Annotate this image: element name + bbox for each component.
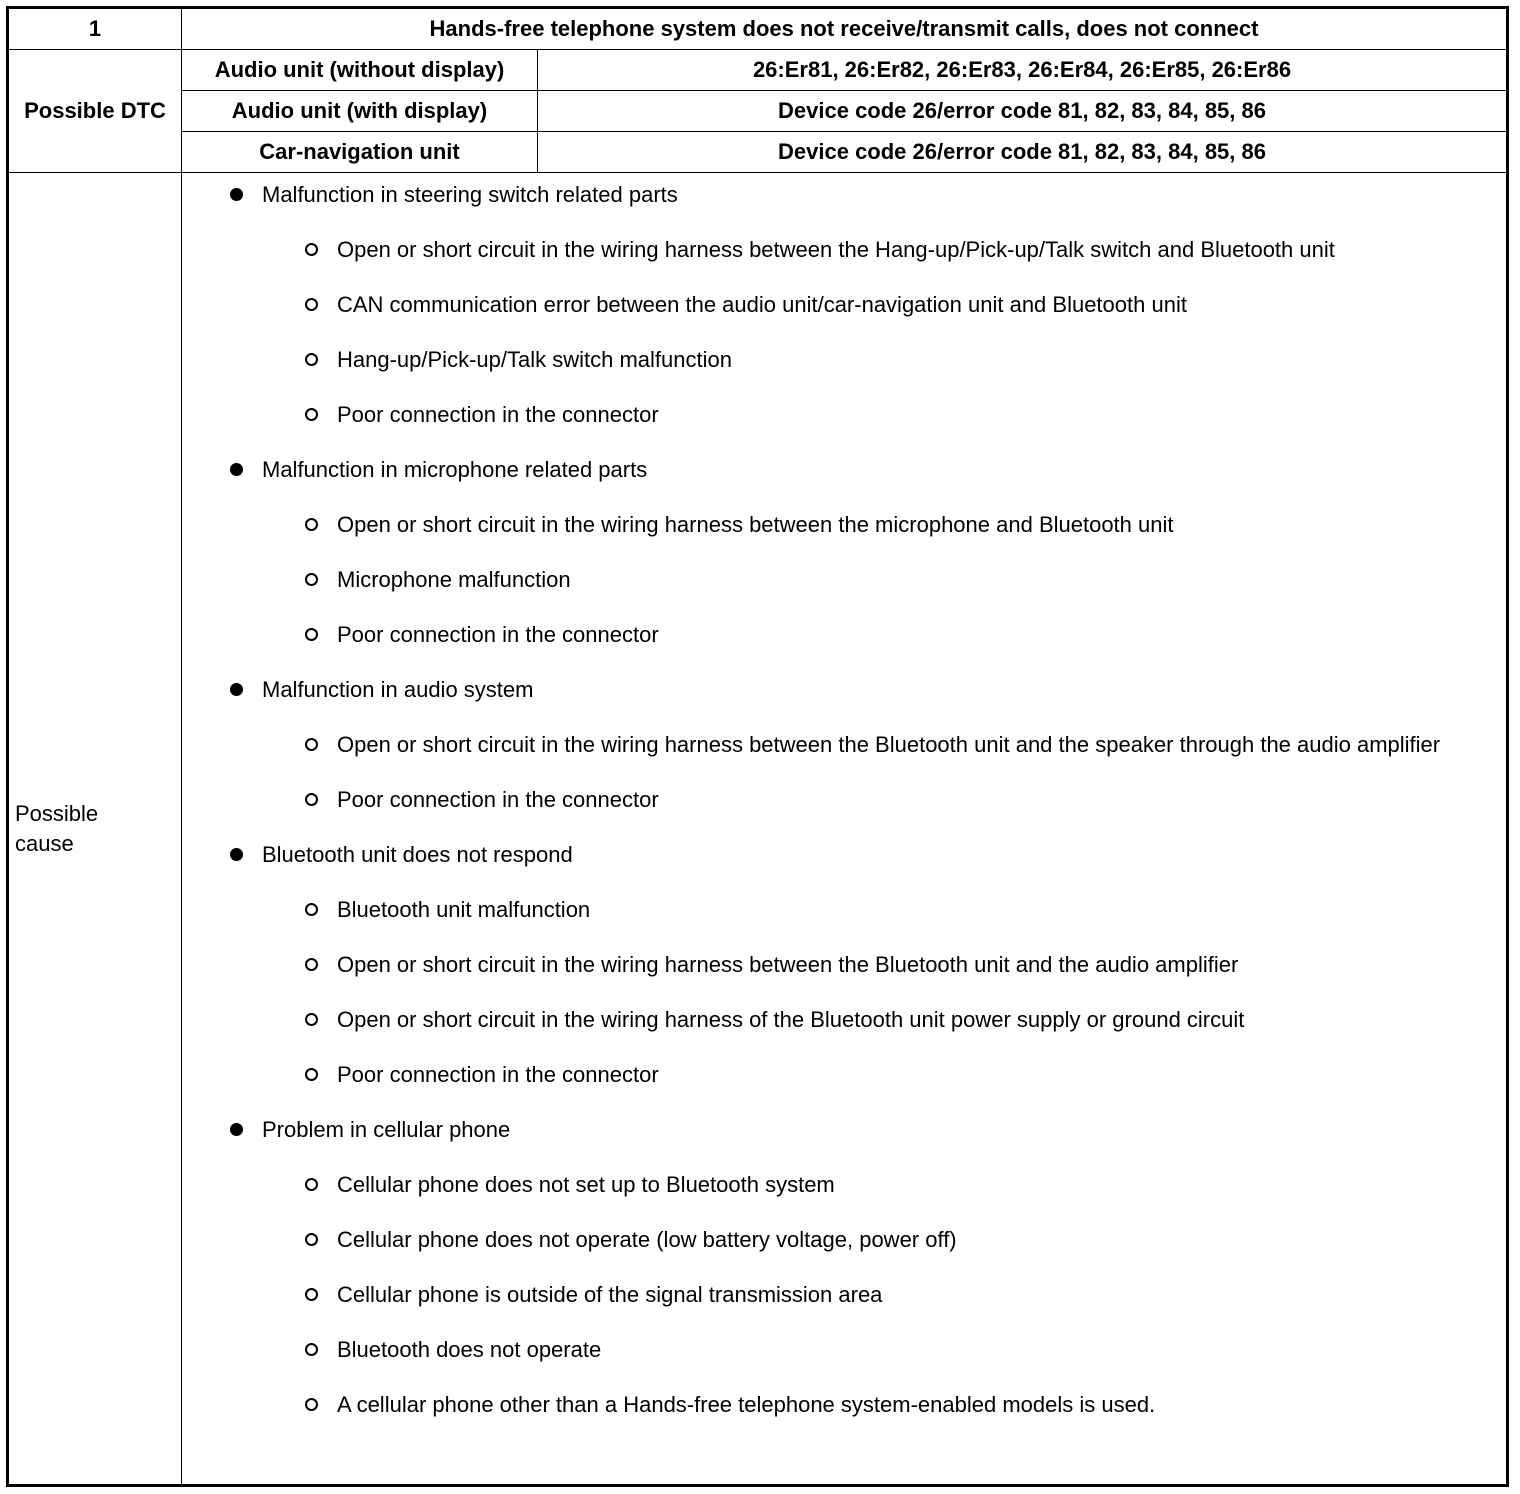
cause-item-text: Bluetooth does not operate <box>337 1337 602 1362</box>
cause-item-text: Poor connection in the connector <box>337 622 659 647</box>
cause-item <box>182 1328 1506 1383</box>
hollow-bullet-icon <box>305 573 318 586</box>
cause-item-text: Microphone malfunction <box>337 567 571 592</box>
hollow-bullet-icon <box>305 298 318 311</box>
cause-item <box>182 778 1506 833</box>
cause-item <box>182 503 1506 558</box>
cause-item-text: Open or short circuit in the wiring harness between the Bluetooth unit and the audio amplifier <box>337 952 1239 977</box>
cause-item-text: Open or short circuit in the wiring harness of the Bluetooth unit power supply or ground circuit <box>337 1007 1245 1032</box>
hollow-bullet-icon <box>305 903 318 916</box>
dtc-codes-2: Device code 26/error code 81, 82, 83, 84, 85, 86 <box>538 91 1508 132</box>
possible-cause-list <box>182 173 1508 1486</box>
cause-group-title-text: Bluetooth unit does not respond <box>262 842 573 867</box>
filled-bullet-icon <box>230 848 243 861</box>
dtc-unit-2: Audio unit (with display) <box>182 91 538 132</box>
cause-group-title <box>182 448 1506 503</box>
item-number: 1 <box>8 8 182 50</box>
cause-group-title-text: Malfunction in microphone related parts <box>262 457 648 482</box>
cause-groups <box>182 173 1506 1438</box>
cause-item <box>182 723 1506 778</box>
cause-item-text: Open or short circuit in the wiring harness between the microphone and Bluetooth unit <box>337 512 1174 537</box>
hollow-bullet-icon <box>305 408 318 421</box>
hollow-bullet-icon <box>305 518 318 531</box>
hollow-bullet-icon <box>305 1068 318 1081</box>
cause-item-text: Poor connection in the connector <box>337 1062 659 1087</box>
dtc-codes-1: 26:Er81, 26:Er82, 26:Er83, 26:Er84, 26:Er85, 26:Er86 <box>538 50 1508 91</box>
cause-item <box>182 1273 1506 1328</box>
symptom-title: Hands-free telephone system does not receive/transmit calls, does not connect <box>182 8 1508 50</box>
cause-item <box>182 1383 1506 1438</box>
cause-item-text: Bluetooth unit malfunction <box>337 897 591 922</box>
hollow-bullet-icon <box>305 353 318 366</box>
hollow-bullet-icon <box>305 1178 318 1191</box>
cause-group <box>182 1108 1506 1438</box>
cause-group-title <box>182 833 1506 888</box>
cause-item <box>182 393 1506 448</box>
cause-item <box>182 613 1506 668</box>
hollow-bullet-icon <box>305 1233 318 1246</box>
cause-group-title <box>182 173 1506 228</box>
dtc-codes-3: Device code 26/error code 81, 82, 83, 84, 85, 86 <box>538 132 1508 173</box>
cause-item <box>182 1163 1506 1218</box>
cause-item <box>182 1053 1506 1108</box>
cause-group-title-text: Malfunction in steering switch related parts <box>262 182 678 207</box>
cause-group <box>182 448 1506 668</box>
cause-item <box>182 338 1506 393</box>
diagnostic-table <box>6 6 1509 1487</box>
possible-cause-label <box>8 173 182 1486</box>
hollow-bullet-icon <box>305 1343 318 1356</box>
hollow-bullet-icon <box>305 1013 318 1026</box>
cause-group <box>182 833 1506 1108</box>
hollow-bullet-icon <box>305 243 318 256</box>
cause-group-title <box>182 668 1506 723</box>
hollow-bullet-icon <box>305 793 318 806</box>
cause-item-text: Poor connection in the connector <box>337 787 659 812</box>
cause-item <box>182 943 1506 998</box>
hollow-bullet-icon <box>305 628 318 641</box>
cause-group-title <box>182 1108 1506 1163</box>
hollow-bullet-icon <box>305 1288 318 1301</box>
filled-bullet-icon <box>230 188 243 201</box>
cause-item-text: Cellular phone does not set up to Bluetooth system <box>337 1172 835 1197</box>
cause-item <box>182 558 1506 613</box>
cause-item-text: Hang-up/Pick-up/Talk switch malfunction <box>337 347 732 372</box>
cause-group-title-text: Malfunction in audio system <box>262 677 534 702</box>
dtc-unit-1: Audio unit (without display) <box>182 50 538 91</box>
cause-item-text: A cellular phone other than a Hands-free telephone system-enabled models is used. <box>337 1392 1156 1417</box>
cause-item <box>182 228 1506 283</box>
filled-bullet-icon <box>230 1123 243 1136</box>
cause-group <box>182 668 1506 833</box>
cause-item-text: Cellular phone is outside of the signal transmission area <box>337 1282 883 1307</box>
hollow-bullet-icon <box>305 958 318 971</box>
cause-group <box>182 173 1506 448</box>
cause-item <box>182 888 1506 943</box>
cause-item <box>182 1218 1506 1273</box>
possible-cause-label-line1: Possible <box>15 800 99 826</box>
cause-item-text: Poor connection in the connector <box>337 402 659 427</box>
hollow-bullet-icon <box>305 1398 318 1411</box>
cause-item <box>182 998 1506 1053</box>
filled-bullet-icon <box>230 683 243 696</box>
cause-group-title-text: Problem in cellular phone <box>262 1117 511 1142</box>
cause-item-text: Open or short circuit in the wiring harness between the Hang-up/Pick-up/Talk switch and Bluetooth unit <box>337 237 1335 262</box>
cause-item-text: Cellular phone does not operate (low battery voltage, power off) <box>337 1227 957 1252</box>
cause-item-text: Open or short circuit in the wiring harness between the Bluetooth unit and the speaker through the audio amplifier <box>337 732 1441 757</box>
hollow-bullet-icon <box>305 738 318 751</box>
possible-cause-label-line2: cause <box>15 830 74 856</box>
cause-item-text: CAN communication error between the audio unit/car-navigation unit and Bluetooth unit <box>337 292 1187 317</box>
possible-dtc-label: Possible DTC <box>8 50 182 173</box>
filled-bullet-icon <box>230 463 243 476</box>
cause-item <box>182 283 1506 338</box>
dtc-unit-3: Car-navigation unit <box>182 132 538 173</box>
